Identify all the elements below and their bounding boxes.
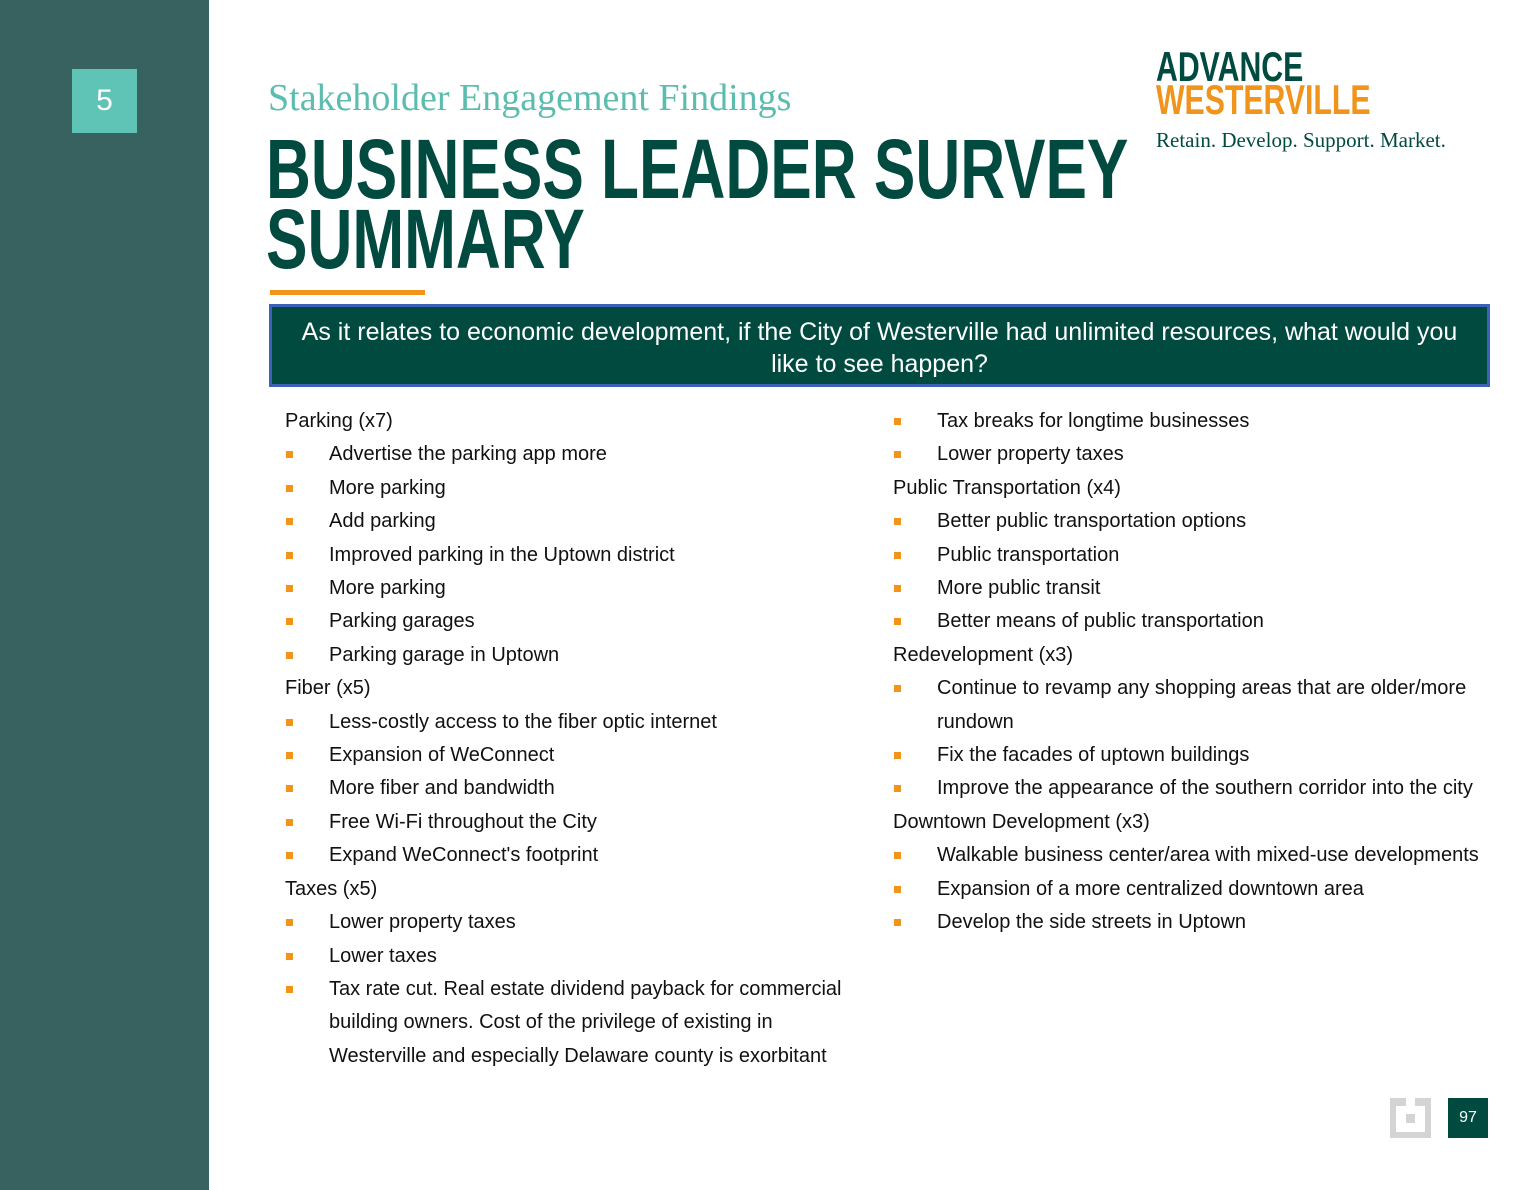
right-list-item-text: Expansion of a more centralized downtown area [937,877,1364,900]
left-list-item [285,472,870,505]
square-bullet-icon [894,585,901,592]
right-category-heading: Redevelopment (x3) [893,643,1074,666]
page-number: 97 [1448,1098,1488,1138]
square-bullet-icon [894,752,901,759]
section-number-badge: 5 [72,69,137,133]
left-response-column [285,405,870,1073]
right-list-item-text: Develop the side streets in Uptown [937,911,1247,934]
square-bullet-icon [286,719,293,726]
right-list-item-text: Better public transportation options [937,510,1247,533]
right-list-item-text: Fix the facades of uptown buildings [937,744,1250,767]
logo-tagline: Retain. Develop. Support. Market. [1156,128,1446,152]
left-list-item [285,806,870,839]
left-list-item-text: Expansion of WeConnect [329,744,555,767]
right-list-item [893,505,1493,538]
square-bullet-icon [286,919,293,926]
left-list-item [285,906,870,939]
left-list-item [285,772,870,805]
square-bullet-icon [894,886,901,893]
right-list-item-text: More public transit [937,577,1101,600]
square-bullet-icon [286,953,293,960]
logo-line-westerville: WESTERVILLE [1156,76,1371,123]
left-list-item-text: Lower taxes [329,944,437,967]
title-accent-rule [270,290,425,295]
left-list-item [285,438,870,471]
left-list-item [285,605,870,638]
square-bullet-icon [286,585,293,592]
right-list-item [893,873,1493,906]
left-list-item-text: Less-costly access to the fiber optic internet [329,710,717,733]
right-list-item [893,539,1493,572]
right-list-item [893,572,1493,605]
left-list-item [285,839,870,872]
left-category-heading: Taxes (x5) [285,877,378,900]
right-category-heading: Public Transportation (x4) [893,476,1121,499]
square-bullet-icon [894,919,901,926]
right-list-item [893,839,1493,872]
square-bullet-icon [286,451,293,458]
left-list-item-text: Tax rate cut. Real estate dividend payback for commercial building owners. Cost of the privilege of existing in Westerville and especially Delaware county is exorbitant [329,977,842,1067]
square-bullet-icon [286,652,293,659]
left-list-item-text: More parking [329,476,446,499]
sidebar [0,0,209,1190]
square-bullet-icon [286,852,293,859]
advance-westerville-logo [1156,43,1454,153]
square-bullet-icon [894,685,901,692]
left-list-item [285,505,870,538]
square-bullet-icon [286,752,293,759]
right-list-item-text: Continue to revamp any shopping areas that are older/more rundown [937,677,1467,733]
left-list-item-text: Add parking [329,510,436,533]
square-bullet-icon [286,785,293,792]
left-list-item [285,940,870,973]
square-bullet-icon [286,518,293,525]
right-list-item-text: Public transportation [937,543,1120,566]
square-bullet-icon [894,618,901,625]
left-list-item [285,706,870,739]
right-list-item [893,672,1493,739]
square-bullet-icon [286,485,293,492]
left-list-item [285,539,870,572]
left-list-item [285,639,870,672]
left-list-item-text: Advertise the parking app more [329,443,607,466]
square-bullet-icon [894,451,901,458]
square-bullet-icon [894,852,901,859]
left-list-item [285,739,870,772]
right-list-item [893,438,1493,471]
right-list-item [893,739,1493,772]
left-list-item [285,973,870,1073]
left-list-item-text: Free Wi-Fi throughout the City [329,810,597,833]
right-list-item-text: Better means of public transportation [937,610,1264,633]
square-bullet-icon [286,819,293,826]
right-list-item [893,772,1493,805]
left-list-item-text: Parking garages [329,610,475,633]
square-bullet-icon [894,418,901,425]
left-list-item-text: Lower property taxes [329,911,516,934]
left-list-item-text: More parking [329,577,446,600]
right-list-item [893,405,1493,438]
left-list-item-text: More fiber and bandwidth [329,777,555,800]
left-list-item [285,572,870,605]
square-bullet-icon [894,785,901,792]
left-category-heading: Parking (x7) [285,410,393,432]
left-category-heading: Fiber (x5) [285,677,371,700]
square-bullet-icon [286,986,293,993]
right-response-column [893,405,1493,940]
left-list-item-text: Improved parking in the Uptown district [329,543,675,566]
right-list-item-text: Tax breaks for longtime businesses [937,410,1250,432]
square-bullet-icon [286,618,293,625]
left-list-item-text: Expand WeConnect's footprint [329,844,599,867]
right-list-item-text: Lower property taxes [937,443,1124,466]
page-subtitle: Stakeholder Engagement Findings [268,77,792,119]
logo-line-advance: ADVANCE [1156,43,1304,90]
square-bullet-icon [894,552,901,559]
right-category-heading: Downtown Development (x3) [893,810,1150,833]
firm-logo-icon [1390,1098,1431,1138]
page-title [266,122,1129,286]
page-title-line-2: SUMMARY [266,192,585,286]
right-list-item-text: Walkable business center/area with mixed-use developments [937,844,1479,867]
left-list-item-text: Parking garage in Uptown [329,643,560,666]
survey-question-box: As it relates to economic development, if the City of Westerville had unlimited resources, what would you like to see happen? [269,304,1490,387]
square-bullet-icon [894,518,901,525]
right-list-item [893,605,1493,638]
square-bullet-icon [286,552,293,559]
right-list-item [893,906,1493,939]
page-title-line-1: BUSINESS LEADER SURVEY [266,122,1129,216]
right-list-item-text: Improve the appearance of the southern corridor into the city [937,777,1473,800]
